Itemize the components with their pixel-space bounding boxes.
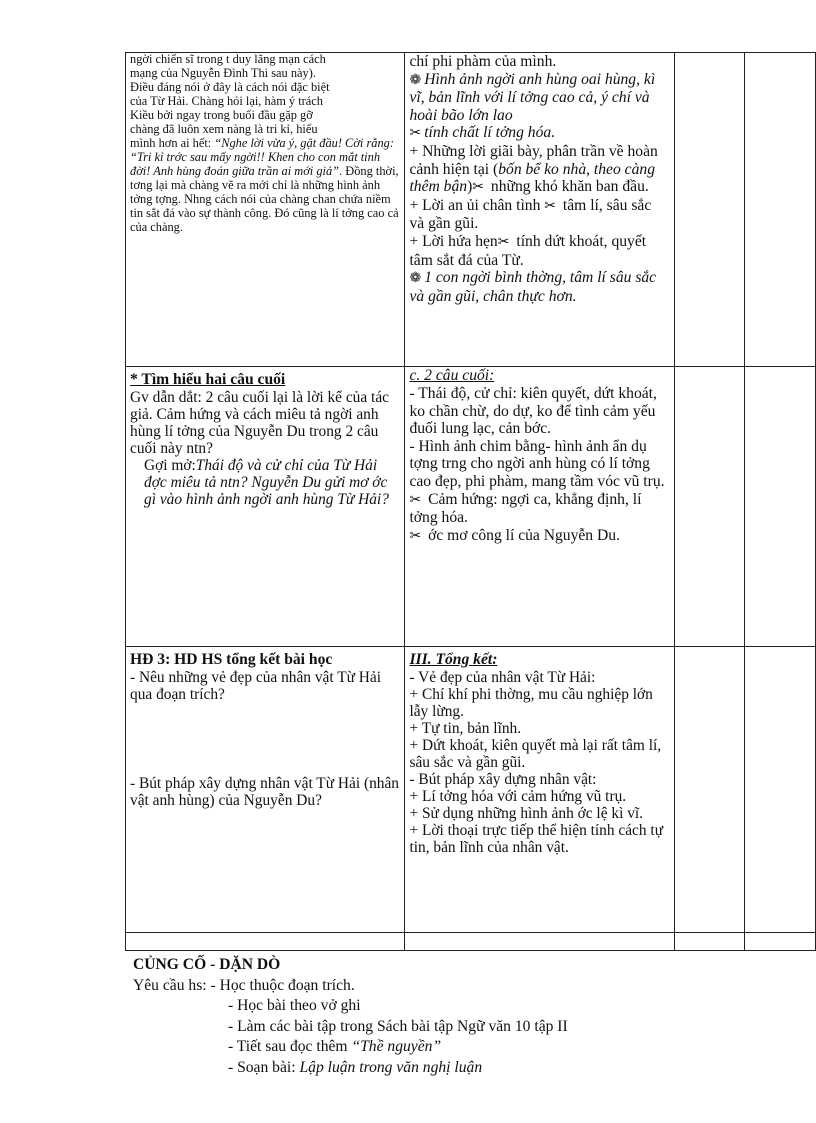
teacher-activity-cell xyxy=(126,53,405,367)
section-heading: III. Tổng kết: xyxy=(409,651,498,668)
empty-cell xyxy=(126,933,405,951)
text-line: Điều đáng nói ở đây là cách nói đặc biệt xyxy=(130,79,330,94)
list-item: - Làm các bài tập trong Sách bài tập Ngữ văn 10 tập II xyxy=(228,1017,568,1035)
text-line: mình hơn ai hết: xyxy=(130,136,215,151)
paragraph: Gv dẫn dắt: 2 câu cuối lại là lời kể của tác giả. Cảm hứng và cách miêu tả ngời anh hùng lí tởng của Nguyễn Du trong 2 câu cuối này ntn? xyxy=(130,389,389,457)
section-heading: * Tìm hiểu hai câu cuối xyxy=(130,371,286,388)
paragraph: Gợi mở:Thái độ và cử chỉ của Từ Hải đợc miêu tả ntn? Nguyễn Du gửi mơ ớc gì vào hình ảnh ngời anh hùng Từ Hải? xyxy=(144,457,389,508)
list-item: - Soạn bài: Lập luận trong văn nghị luận xyxy=(228,1058,483,1076)
scissors-arrow-icon: ✂ xyxy=(409,492,422,508)
content-cell xyxy=(405,367,674,647)
list-item: - Học bài theo vở ghi xyxy=(228,997,361,1014)
paragraph: + Những lời giãi bày, phân trần về hoàn cảnh hiện tại (bốn bể ko nhà, theo càng thêm bận)✂ những khó khăn ban đầu. xyxy=(409,142,658,196)
paragraph: + Lời an ủi chân tình ✂ tâm lí, sâu sắc và gần gũi. xyxy=(409,196,652,233)
text: . Đồng thời, tơng lại mà chàng vẽ ra mới chỉ là những hình ảnh tởng tợng. Nhng cách nói của chàng chan chứa niềm tin sắt đá vào sự thành công. Đó cũng là lí tởng cao cả của chàng. xyxy=(130,164,399,234)
text-line: + Tự tin, bản lĩnh. xyxy=(409,720,522,737)
scissors-arrow-icon: ✂ xyxy=(497,234,510,250)
lesson-table xyxy=(125,52,816,951)
empty-cell xyxy=(745,647,816,933)
table-row xyxy=(126,53,816,367)
content-cell xyxy=(405,647,674,933)
paragraph: - Nêu những vẻ đẹp của nhân vật Từ Hải qua đoạn trích? xyxy=(130,669,382,703)
text-line: - Bút pháp xây dựng nhân vật: xyxy=(409,771,597,788)
empty-cell xyxy=(745,933,816,951)
empty-cell xyxy=(674,367,745,647)
teacher-activity-cell xyxy=(126,647,405,933)
empty-cell xyxy=(674,53,745,367)
table-row xyxy=(126,367,816,647)
section-heading: c. 2 câu cuối: xyxy=(409,367,495,384)
paragraph: - Hình ảnh chim bằng- hình ảnh ẩn dụ tợng trng cho ngời anh hùng có lí tởng cao đẹp, phi phàm, mang tầm vóc vũ trụ. xyxy=(409,437,665,490)
list-item: Yêu cầu hs: - Học thuộc đoạn trích. xyxy=(133,976,355,994)
section-title: CỦNG CỐ - DẶN DÒ xyxy=(133,956,281,973)
text-line: chàng đã luôn xem nàng là tri kỉ, hiểu xyxy=(130,121,318,136)
paragraph: ✂ Cảm hứng: ngợi ca, khẳng định, lí tởng hóa. xyxy=(409,490,642,527)
text-line: của Từ Hải. Chàng hỏi lại, hàm ý trách xyxy=(130,93,323,108)
empty-cell xyxy=(674,933,745,951)
paragraph: ✂ ớc mơ công lí của Nguyễn Du. xyxy=(409,526,620,544)
text-line: + Lí tởng hóa với cảm hứng vũ trụ. xyxy=(409,788,627,805)
empty-cell xyxy=(674,647,745,933)
text-line: chí phi phàm của mình. xyxy=(409,53,557,70)
scissors-arrow-icon: ✂ xyxy=(472,180,484,196)
empty-cell xyxy=(745,367,816,647)
section-heading: HĐ 3: HD HS tổng kết bài học xyxy=(130,651,333,668)
text-line: ngời chiến sĩ trong t duy lãng mạn cách xyxy=(130,52,326,66)
teacher-activity-cell xyxy=(126,367,405,647)
paragraph xyxy=(130,137,400,234)
paragraph: ❁ 1 con ngời bình thờng, tâm lí sâu sắc và gần gũi, chân thực hơn. xyxy=(409,269,657,305)
text-line: + Lời thoại trực tiếp thể hiện tính cách tự tin, bản lĩnh của nhân vật. xyxy=(409,822,664,856)
flower-bullet-icon: ❁ xyxy=(409,72,422,88)
paragraph: + Lời hứa hẹn✂ tính dứt khoát, quyết tâm sắt đá của Từ. xyxy=(409,232,647,269)
empty-cell xyxy=(745,53,816,367)
quote: “Nghe lời vừa ý, gật đầu! Cời rằng: “Tri kỉ trớc sau mấy ngời!! Khen cho con mắt tinh đời! Anh hùng đoán giữa trần ai mới giả” xyxy=(130,136,395,179)
text-line: + Chí khí phi thờng, mu cầu nghiệp lớn lẫy lừng. xyxy=(409,686,653,720)
text-line: + Sử dụng những hình ảnh ớc lệ kì vĩ. xyxy=(409,805,644,822)
scissors-arrow-icon: ✂ xyxy=(409,126,422,142)
scissors-arrow-icon: ✂ xyxy=(409,528,422,544)
flower-bullet-icon: ❁ xyxy=(409,271,422,287)
table-row xyxy=(126,933,816,951)
paragraph: - Bút pháp xây dựng nhân vật Từ Hải (nhân vật anh hùng) của Nguyễn Du? xyxy=(130,775,400,809)
text-line: mạng của Nguyễn Đình Thi sau này). xyxy=(130,65,316,80)
paragraph: ❁ Hình ảnh ngời anh hùng oai hùng, kì vĩ, bản lĩnh với lí tởng cao cả, ý chí và hoài bão lớn lao xyxy=(409,70,656,124)
table-row xyxy=(126,647,816,933)
consolidation-section xyxy=(133,955,568,1078)
text-line: + Dứt khoát, kiên quyết mà lại rất tâm lí, sâu sắc và gần gũi. xyxy=(409,737,662,771)
content-cell xyxy=(405,53,674,367)
scissors-arrow-icon: ✂ xyxy=(544,198,557,214)
paragraph: - Thái độ, cử chỉ: kiên quyết, dứt khoát, ko chần chừ, do dự, ko để tình cảm yếu đuối lung lạc, cản bớc. xyxy=(409,385,657,438)
empty-cell xyxy=(405,933,674,951)
list-item: - Tiết sau đọc thêm “Thề nguyền” xyxy=(228,1038,442,1055)
text-line: - Vẻ đẹp của nhân vật Từ Hải: xyxy=(409,669,596,686)
paragraph: ✂ tính chất lí tởng hóa. xyxy=(409,124,556,142)
text-line: Kiều bởi ngay trong buổi đầu gặp gỡ xyxy=(130,107,313,122)
